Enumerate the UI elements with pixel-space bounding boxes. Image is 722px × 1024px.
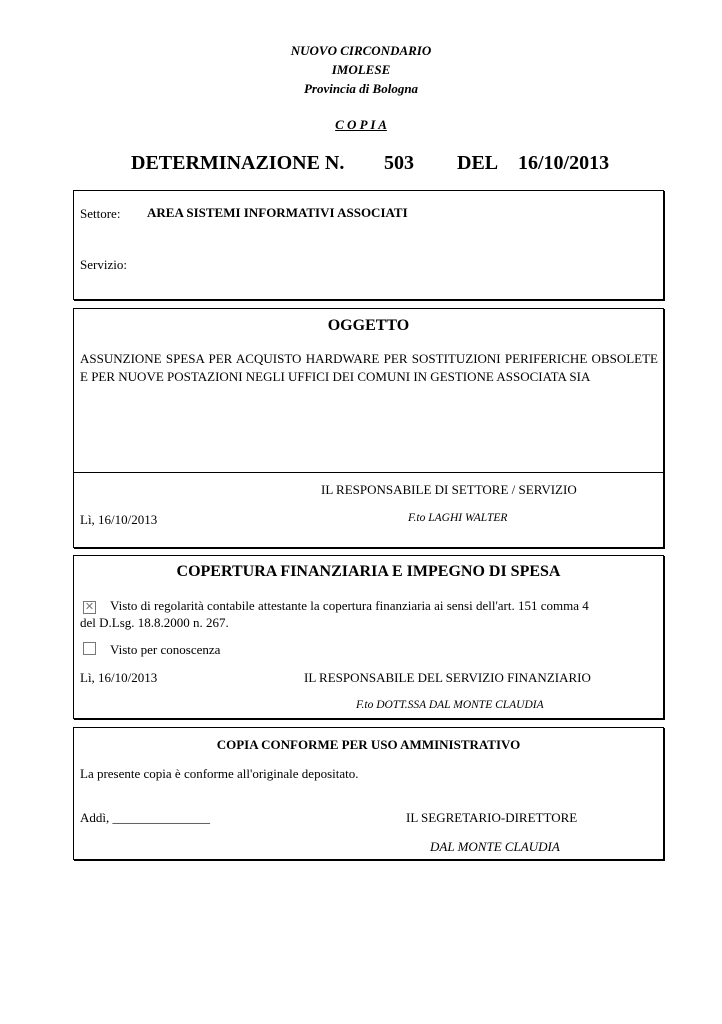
copy-label: C O P I A (335, 117, 387, 132)
title-date: 16/10/2013 (518, 152, 610, 174)
conforme-box (73, 727, 664, 860)
option2-label: Visto per conoscenza (110, 642, 221, 657)
date-line: Lì, 16/10/2013 (80, 512, 158, 527)
option1-line1: Visto di regolarità contabile attestante la copertura finanziaria ai sensi dell'art. 151 comma 4 (110, 598, 589, 613)
settore-value: AREA SISTEMI INFORMATIVI ASSOCIATI (147, 205, 408, 220)
copertura-box (73, 555, 664, 719)
sector-box (73, 190, 664, 300)
date-line: Lì, 16/10/2013 (80, 670, 158, 685)
oggetto-box (73, 308, 664, 548)
conforme-heading: COPIA CONFORME PER USO AMMINISTRATIVO (216, 737, 521, 752)
oggetto-heading: OGGETTO (327, 317, 410, 334)
addi-line: Addì, _______________ (80, 810, 210, 825)
province: Provincia di Bologna (303, 81, 419, 96)
oggetto-text: ASSUNZIONE SPESA PER ACQUISTO HARDWARE PER SOSTITUZIONI PERIFERICHE OBSOLETE E PER NUOVE POSTAZIONI NEGLI UFFICI DEI COMUNI IN GESTIONE ASSOCIATA SIA (80, 351, 658, 384)
secretary-name: DAL MONTE CLAUDIA (430, 839, 560, 854)
title-label: DETERMINAZIONE N. (131, 152, 345, 174)
checkbox-unchecked-icon[interactable] (83, 642, 96, 655)
determination-number: 503 (384, 152, 414, 174)
org-line2: IMOLESE (331, 62, 391, 77)
signature: F.to DOTT.SSA DAL MONTE CLAUDIA (356, 699, 544, 711)
servizio-label: Servizio: (80, 257, 127, 272)
conforme-text: La presente copia è conforme all'originale depositato. (80, 766, 359, 781)
divider (74, 472, 663, 473)
option1-line2: del D.Lsg. 18.8.2000 n. 267. (80, 615, 229, 630)
org-line1: NUOVO CIRCONDARIO (290, 43, 432, 58)
secretary-title: IL SEGRETARIO-DIRETTORE (406, 810, 578, 825)
signature: F.to LAGHI WALTER (408, 512, 508, 524)
settore-label: Settore: (80, 206, 121, 221)
checkbox-checked-icon[interactable]: ✕ (84, 601, 95, 613)
del-label: DEL (457, 152, 499, 174)
copertura-heading: COPERTURA FINANZIARIA E IMPEGNO DI SPESA (176, 563, 561, 580)
responsible-title: IL RESPONSABILE DI SETTORE / SERVIZIO (321, 482, 577, 497)
responsible-title: IL RESPONSABILE DEL SERVIZIO FINANZIARIO (304, 670, 591, 685)
